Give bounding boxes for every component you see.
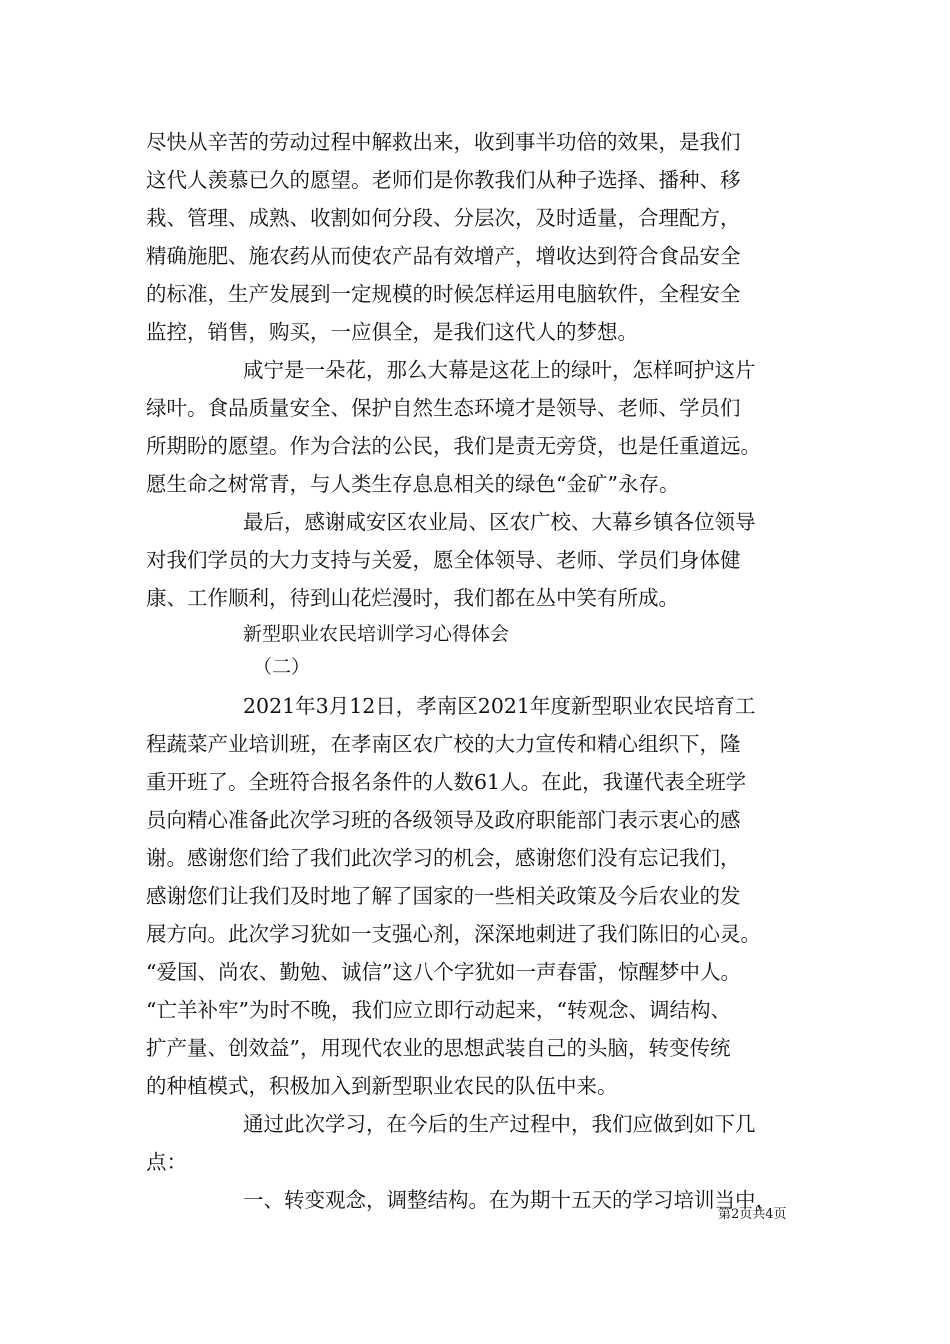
text-line: 的标准，生产发展到一定规模的时候怎样运用电脑软件，全程安全 — [146, 282, 741, 306]
text-line: 扩产量、创效益”，用现代农业的思想武装自己的头脑，转变传统 — [146, 1036, 731, 1060]
text-line: 点： — [146, 1150, 187, 1174]
text-line: “亡羊补牢”为时不晚，我们应立即行动起来，“转观念、调结构、 — [146, 998, 731, 1022]
text-line: 展方向。此次学习犹如一支强心剂，深深地刺进了我们陈旧的心灵。 — [146, 922, 761, 946]
text-line: 尽快从辛苦的劳动过程中解救出来，收到事半功倍的效果，是我们 — [146, 130, 741, 154]
section-title: 新型职业农民培训学习心得体会 — [243, 623, 510, 645]
text-line: 康、工作顺利，待到山花烂漫时，我们都在丛中笑有所成。 — [146, 586, 679, 610]
text-line: 感谢您们让我们及时地了解了国家的一些相关政策及今后农业的发 — [146, 884, 741, 908]
text-line: 谢。感谢您们给了我们此次学习的机会，感谢您们没有忘记我们， — [146, 846, 741, 870]
text-line: 的种植模式，积极加入到新型职业农民的队伍中来。 — [146, 1074, 618, 1098]
paragraph-start-line: 通过此次学习，在今后的生产过程中，我们应做到如下几 — [243, 1112, 756, 1136]
text-line: 绿叶。食品质量安全、保护自然生态环境才是领导、老师、学员们 — [146, 396, 741, 420]
text-line: “爱国、尚农、勤勉、诚信”这八个字犹如一声春雷，惊醒梦中人。 — [146, 960, 741, 984]
paragraph-start-line: 一、转变观念，调整结构。在为期十五天的学习培训当中， — [243, 1188, 776, 1212]
text-line: 程蔬菜产业培训班，在孝南区农广校的大力宣传和精心组织下，隆 — [146, 732, 741, 756]
text-line: 所期盼的愿望。作为合法的公民，我们是责无旁贷，也是任重道远。 — [146, 434, 761, 458]
section-subtitle: （二） — [253, 656, 311, 678]
text-line: 监控，销售，购买，一应俱全，是我们这代人的梦想。 — [146, 320, 638, 344]
text-line: 这代人羡慕已久的愿望。老师们是你教我们从种子选择、播种、移 — [146, 168, 741, 192]
paragraph-start-line: 2021年3月12日，孝南区2021年度新型职业农民培育工 — [243, 694, 756, 718]
text-line: 精确施肥、施农药从而使农产品有效增产，增收达到符合食品安全 — [146, 244, 741, 268]
paragraph-start-line: 最后，感谢咸安区农业局、区农广校、大幕乡镇各位领导 — [243, 510, 756, 534]
text-line: 对我们学员的大力支持与关爱，愿全体领导、老师、学员们身体健 — [146, 548, 741, 572]
text-line: 愿生命之树常青，与人类生存息息相关的绿色“金矿”永存。 — [146, 472, 680, 496]
text-line: 重开班了。全班符合报名条件的人数61人。在此，我谨代表全班学 — [146, 770, 747, 794]
page-number: 第2页共4页 — [718, 1207, 787, 1222]
text-line: 栽、管理、成熟、收割如何分段、分层次，及时适量，合理配方， — [146, 206, 741, 230]
paragraph-start-line: 咸宁是一朵花，那么大幕是这花上的绿叶，怎样呵护这片 — [243, 358, 756, 382]
text-line: 员向精心准备此次学习班的各级领导及政府职能部门表示衷心的感 — [146, 808, 741, 832]
